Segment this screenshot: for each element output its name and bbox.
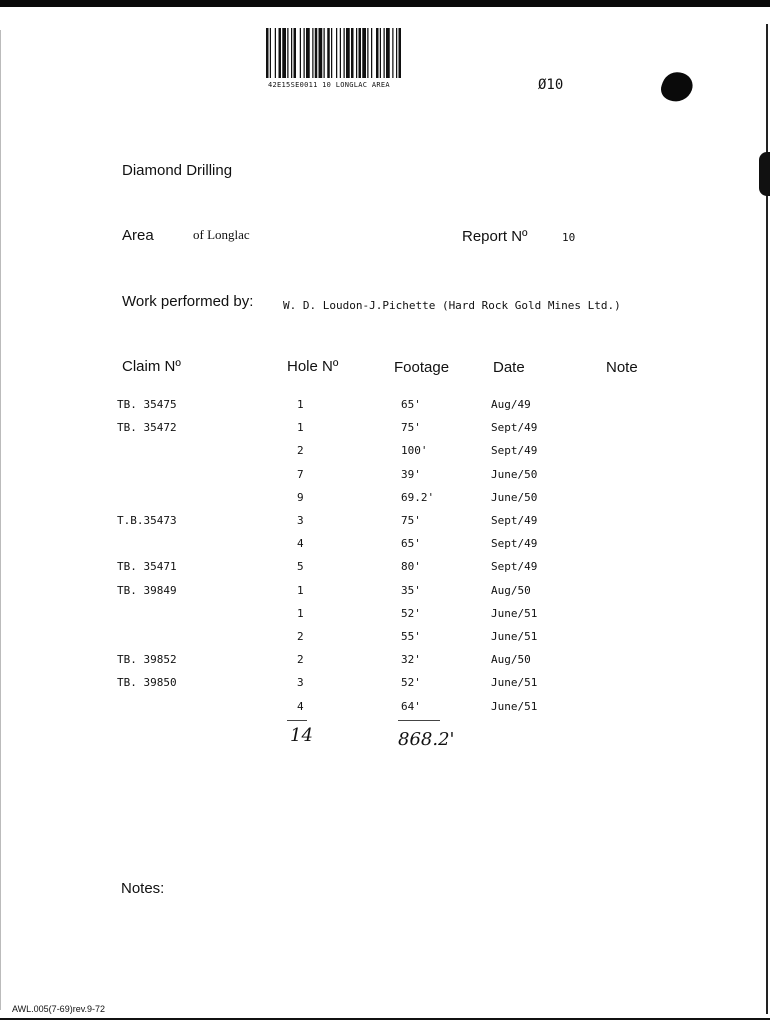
date-cell: Sept/49 (491, 421, 538, 434)
footage-header: Footage (394, 359, 450, 376)
hole-number-cell: 2 (297, 653, 304, 666)
claim-number-header: Claim Nº (122, 358, 181, 375)
form-title: Diamond Drilling (122, 162, 233, 179)
barcode (266, 28, 484, 78)
date-cell: June/51 (491, 630, 538, 643)
footage-cell: 52' (401, 607, 421, 620)
barcode-caption: 42E15SE0011 10 LONGLAC AREA (268, 81, 390, 89)
footage-cell: 39' (401, 468, 421, 481)
date-cell: June/50 (491, 491, 538, 504)
footage-cell: 75' (401, 514, 421, 527)
hole-number-cell: 1 (297, 584, 304, 597)
claim-number-cell: TB. 35475 (117, 398, 177, 411)
note-header: Note (606, 359, 638, 376)
report-number-label: Report Nº (462, 228, 528, 245)
hole-number-cell: 1 (297, 421, 304, 434)
date-cell: Sept/49 (491, 560, 538, 573)
notes-label: Notes: (121, 880, 165, 897)
footage-cell: 52' (401, 676, 421, 689)
date-header: Date (493, 359, 525, 376)
footage-cell: 64' (401, 700, 421, 713)
hole-number-cell: 5 (297, 560, 304, 573)
hole-number-cell: 7 (297, 468, 304, 481)
area-label: Area (122, 227, 154, 244)
total-footage-rule (398, 720, 440, 721)
hole-number-cell: 4 (297, 700, 304, 713)
claim-number-cell: T.B.35473 (117, 514, 177, 527)
date-cell: Aug/50 (491, 653, 531, 666)
form-code: AWL.005(7-69)rev.9-72 (12, 1004, 106, 1014)
hole-number-cell: 2 (297, 630, 304, 643)
footage-cell: 100' (401, 444, 428, 457)
scan-binder-notch (759, 152, 770, 196)
ink-blot (658, 68, 696, 106)
document-number: Ø10 (538, 77, 564, 93)
claim-number-cell: TB. 35472 (117, 421, 177, 434)
footage-cell: 65' (401, 537, 421, 550)
work-performed-label: Work performed by: (122, 293, 254, 310)
hole-number-cell: 4 (297, 537, 304, 550)
hole-number-cell: 3 (297, 514, 304, 527)
hole-number-cell: 9 (297, 491, 304, 504)
total-holes: 14 (290, 725, 313, 746)
footage-cell: 55' (401, 630, 421, 643)
date-cell: June/51 (491, 676, 538, 689)
report-number-value: 10 (562, 231, 576, 244)
hole-number-cell: 3 (297, 676, 304, 689)
claim-number-cell: TB. 35471 (117, 560, 177, 573)
work-performed-value: W. D. Loudon-J.Pichette (Hard Rock Gold Mines Ltd.) (283, 299, 621, 312)
hole-number-cell: 1 (297, 607, 304, 620)
claim-number-cell: TB. 39849 (117, 584, 177, 597)
footage-cell: 35' (401, 584, 421, 597)
footage-cell: 69.2' (401, 491, 435, 504)
claim-number-cell: TB. 39852 (117, 653, 177, 666)
hole-number-header: Hole Nº (287, 358, 339, 375)
scan-bottom-edge (0, 1018, 770, 1020)
scan-top-edge (0, 0, 770, 7)
footage-cell: 32' (401, 653, 421, 666)
date-cell: June/51 (491, 700, 538, 713)
footage-cell: 65' (401, 398, 421, 411)
hole-number-cell: 2 (297, 444, 304, 457)
date-cell: Sept/49 (491, 537, 538, 550)
hole-number-cell: 1 (297, 398, 304, 411)
footage-cell: 80' (401, 560, 421, 573)
date-cell: Aug/50 (491, 584, 531, 597)
date-cell: June/51 (491, 607, 538, 620)
total-footage: 868.2' (398, 729, 455, 750)
date-cell: Aug/49 (491, 398, 531, 411)
footage-cell: 75' (401, 421, 421, 434)
date-cell: Sept/49 (491, 444, 538, 457)
date-cell: June/50 (491, 468, 538, 481)
scan-left-edge (0, 30, 1, 1010)
total-holes-rule (287, 720, 307, 721)
area-value: of Longlac (193, 227, 250, 242)
claim-number-cell: TB. 39850 (117, 676, 177, 689)
date-cell: Sept/49 (491, 514, 538, 527)
